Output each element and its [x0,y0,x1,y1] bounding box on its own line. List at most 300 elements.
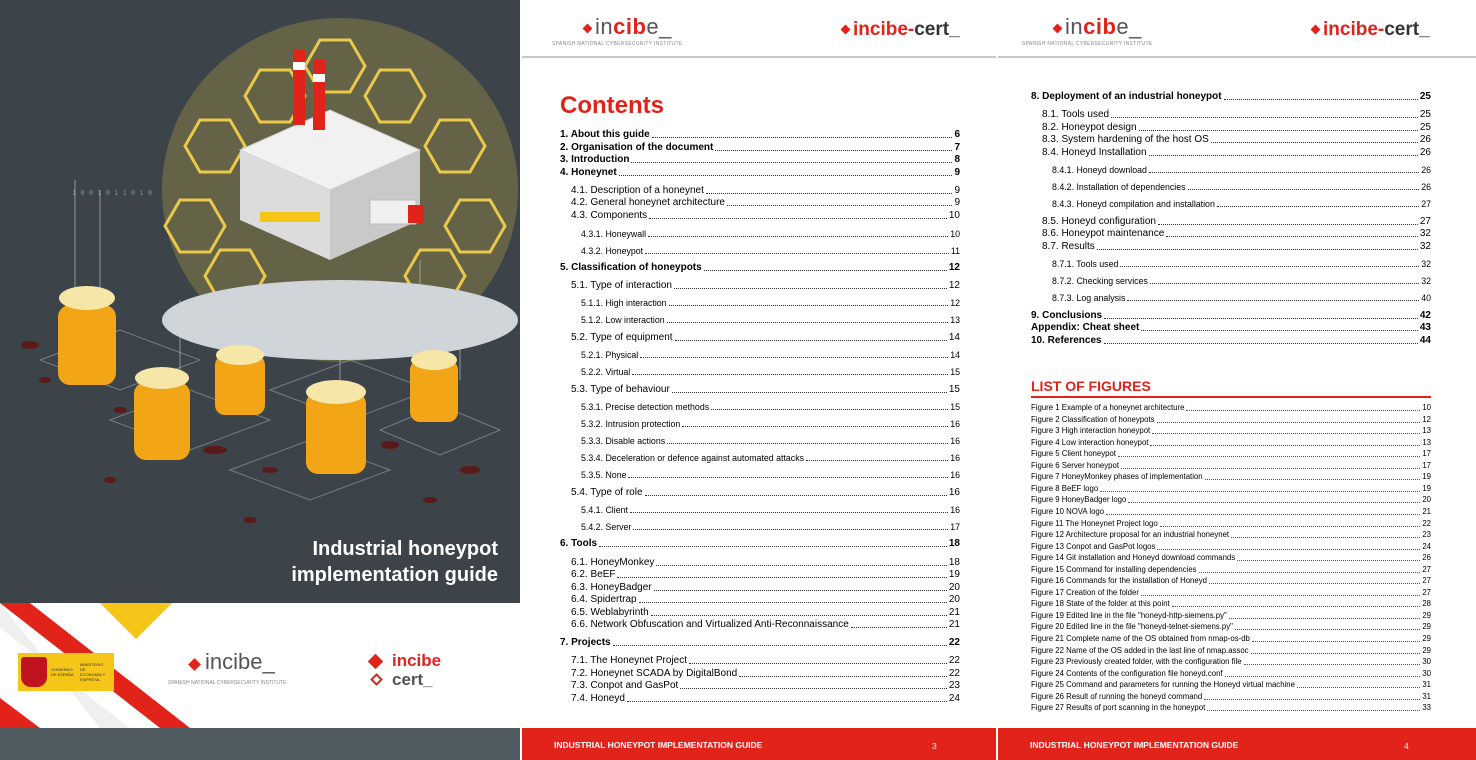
incibe-logo-subtitle: SPANISH NATIONAL CYBERSECURITY INSTITUTE [1022,41,1153,47]
figure-entry-label: Figure 4 Low interaction honeypot [1031,437,1149,447]
toc-entry-label: 8.7.3. Log analysis [1052,293,1126,303]
toc-entry-page: 16 [950,470,960,480]
toc-leader-dots [1211,142,1418,143]
figure-entry-label: Figure 5 Client honeypot [1031,449,1116,459]
cert-logo-dark: cert_ [1384,19,1430,40]
toc-entry-label: 5.3.1. Precise detection methods [581,402,710,412]
toc-entry-label: 6.3. HoneyBadger [571,582,652,593]
figure-entry[interactable] [1031,657,1431,667]
figure-entry[interactable] [1031,634,1431,644]
figure-entry-label: Figure 13 Conpot and GasPot logos [1031,541,1156,551]
figure-leader-dots [1209,583,1420,584]
toc-entry[interactable] [560,262,960,274]
incibe-logo [584,14,672,40]
toc-entry[interactable] [581,245,960,257]
toc-entry[interactable] [1042,228,1431,240]
toc-entry-page: 11 [950,246,960,256]
page-number: 3 [932,741,937,751]
toc-entry-label: 8.7.2. Checking services [1052,276,1148,286]
toc-entry-page: 25 [1419,91,1431,102]
figure-entry-label: Figure 18 State of the folder at this point [1031,599,1170,609]
toc-entry[interactable] [571,487,960,499]
spain-government-logo [18,653,114,691]
toc-entry-page: 16 [950,453,960,463]
toc-entry-page: 22 [948,668,960,679]
list-of-figures-title: LIST OF FIGURES [1031,378,1151,394]
toc-entry-page: 16 [950,419,960,429]
figure-leader-dots [1141,595,1420,596]
toc-entry-page: 6 [954,129,960,140]
toc-leader-dots [1097,249,1418,250]
toc-entry[interactable] [581,418,960,430]
cert-logo-bottom: cert_ [392,670,433,689]
toc-leader-dots [656,565,946,566]
figure-entry[interactable] [1031,461,1431,471]
figure-entry-page: 30 [1422,668,1431,678]
toc-entry-page: 15 [948,384,960,395]
toc-leader-dots [674,288,947,289]
figure-entry-label: Figure 19 Edited line in the file "honeyd-http-siemens.py" [1031,610,1227,620]
figure-entry-page: 12 [1422,414,1431,424]
toc-entry[interactable] [581,401,960,413]
toc-entry[interactable] [1031,322,1431,334]
toc-entry-page: 15 [950,402,960,412]
cover-illustration [0,0,520,603]
incibe-logo-pre: in [1065,14,1084,39]
figure-entry[interactable] [1031,542,1431,552]
toc-entry[interactable] [571,557,960,569]
figure-entry-page: 20 [1422,495,1431,505]
toc-entry-label: 7.3. Conpot and GasPot [571,680,679,691]
toc-entry[interactable] [1042,216,1431,228]
toc-entry[interactable] [571,655,960,667]
toc-entry-page: 9 [954,167,960,178]
toc-entry-page: 18 [948,557,960,568]
toc-entry-page: 8 [954,154,960,165]
honeypot-illustration [0,0,520,603]
toc-entry-label: 5.3.4. Deceleration or defence against automated attacks [581,453,804,463]
toc-entry[interactable] [1052,181,1431,193]
page-number: 4 [1404,741,1409,751]
toc-entry-page: 20 [948,582,960,593]
figure-leader-dots [1118,456,1420,457]
toc-entry[interactable] [581,435,960,447]
figure-entry-label: Figure 10 NOVA logo [1031,506,1105,516]
toc-leader-dots [727,205,952,206]
figure-entry[interactable] [1031,472,1431,482]
figure-entry-page: 31 [1422,691,1431,701]
toc-leader-dots [1139,130,1418,131]
toc-leader-dots [631,162,952,163]
toc-entry-label: 9. Conclusions [1031,310,1103,321]
toc-entry-page: 32 [1421,259,1431,269]
toc-entry-page: 25 [1419,109,1431,120]
toc-leader-dots [1224,99,1418,100]
figure-entry-page: 24 [1422,541,1431,551]
toc-entry[interactable] [1042,147,1431,159]
toc-entry-page: 25 [1419,122,1431,133]
toc-leader-dots [682,426,948,427]
toc-leader-dots [1149,172,1419,173]
toc-leader-dots [1217,206,1419,207]
figure-entry[interactable] [1031,449,1431,459]
figure-entry[interactable] [1031,703,1431,713]
toc-entry[interactable] [571,280,960,292]
toc-entry-label: 8. Deployment of an industrial honeypot [1031,91,1222,102]
cert-logo-top: incibe [392,651,442,670]
toc-entry-label: 5.2. Type of equipment [571,332,673,343]
figure-leader-dots [1231,537,1420,538]
toc-entry[interactable] [571,185,960,197]
toc-entry[interactable] [581,469,960,481]
contents-page-4 [998,0,1476,760]
toc-entry[interactable] [571,210,960,222]
toc-leader-dots [645,495,947,496]
toc-entry-label: 5.4.1. Client [581,505,628,515]
toc-leader-dots [1158,224,1418,225]
toc-entry[interactable] [560,154,960,166]
toc-entry-page: 20 [948,594,960,605]
figure-entry-label: Figure 9 HoneyBadger logo [1031,495,1127,505]
figure-leader-dots [1225,676,1421,677]
page-footer [522,728,996,760]
toc-leader-dots [648,236,948,237]
figure-leader-dots [1204,699,1420,700]
cert-logo-red: incibe- [1323,19,1385,40]
toc-entry-label: 5.4. Type of role [571,487,643,498]
figure-entry[interactable] [1031,646,1431,656]
toc-entry-label: 6.4. Spidertrap [571,594,637,605]
toc-entry[interactable] [1042,109,1431,121]
figure-entry-label: Figure 7 HoneyMonkey phases of implementation [1031,472,1203,482]
figure-leader-dots [1100,491,1420,492]
figure-leader-dots [1157,549,1420,550]
figure-entry[interactable] [1031,438,1431,448]
toc-entry-page: 14 [948,332,960,343]
figure-entry[interactable] [1031,680,1431,690]
incibe-logo-post: e_ [1116,14,1142,39]
toc-entry-label: 5.3.2. Intrusion protection [581,419,681,429]
toc-leader-dots [599,546,947,547]
figure-leader-dots [1205,479,1421,480]
figure-leader-dots [1150,445,1420,446]
toc-leader-dots [704,270,947,271]
toc-entry-label: 5.4.2. Server [581,522,632,532]
toc-leader-dots [1141,330,1418,331]
toc-entry[interactable] [1042,134,1431,146]
toc-entry[interactable] [560,142,960,154]
figure-entry[interactable] [1031,622,1431,632]
figure-entry-label: Figure 12 Architecture proposal for an industrial honeynet [1031,530,1230,540]
figure-entry-page: 27 [1422,564,1431,574]
incibe-cover-logo-text: incibe_ [205,649,275,674]
toc-entry-page: 12 [948,280,960,291]
incibe-cover-logo [168,649,287,686]
figure-entry[interactable] [1031,669,1431,679]
figure-entry[interactable] [1031,588,1431,598]
toc-entry[interactable] [571,668,960,680]
figure-entry-label: Figure 27 Results of port scanning in the honeypot [1031,703,1206,713]
cover-title-line-1: Industrial honeypot [312,538,498,560]
toc-entry-label: 7. Projects [560,637,611,648]
toc-leader-dots [1111,117,1418,118]
toc-entry-label: 8.6. Honeypot maintenance [1042,228,1165,239]
figure-entry-page: 23 [1422,530,1431,540]
figure-entry-label: Figure 23 Previously created folder, with the configuration file [1031,657,1242,667]
figure-entry-label: Figure 26 Result of running the honeyd command [1031,691,1203,701]
toc-entry[interactable] [571,332,960,344]
toc-entry-label: 8.4.2. Installation of dependencies [1052,182,1186,192]
cover-footer-bar [0,728,520,760]
toc-entry[interactable] [571,693,960,705]
figure-leader-dots [1237,560,1420,561]
figure-entry[interactable] [1031,519,1431,529]
figure-entry-page: 29 [1422,622,1431,632]
toc-leader-dots [739,676,947,677]
figure-leader-dots [1121,468,1420,469]
toc-leader-dots [680,688,947,689]
toc-entry[interactable] [571,594,960,606]
toc-leader-dots [1120,266,1419,267]
toc-entry[interactable] [571,619,960,631]
toc-entry-label: 4.3. Components [571,210,648,221]
incibe-logo-subtitle: SPANISH NATIONAL CYBERSECURITY INSTITUTE [552,41,683,47]
toc-leader-dots [1104,318,1418,319]
figure-entry[interactable] [1031,484,1431,494]
toc-entry-page: 23 [948,680,960,691]
toc-entry[interactable] [560,538,960,550]
toc-leader-dots [667,443,948,444]
toc-entry[interactable] [1052,292,1431,304]
toc-leader-dots [639,602,947,603]
toc-entry-page: 15 [950,367,960,377]
toc-entry[interactable] [571,607,960,619]
toc-entry-label: Appendix: Cheat sheet [1031,322,1140,333]
figure-entry-page: 27 [1422,576,1431,586]
figure-entry-page: 26 [1422,553,1431,563]
incibe-cover-subtitle: SPANISH NATIONAL CYBERSECURITY INSTITUTE [168,680,287,686]
gov-text-1: GOBIERNO DE ESPAÑA [51,667,74,677]
toc-leader-dots [613,645,947,646]
figure-entry[interactable] [1031,495,1431,505]
toc-entry[interactable] [1042,122,1431,134]
figure-leader-dots [1199,572,1421,573]
toc-entry[interactable] [1031,335,1431,347]
toc-entry[interactable] [581,366,960,378]
figure-entry-label: Figure 17 Creation of the folder [1031,587,1139,597]
toc-entry-page: 22 [948,637,960,648]
toc-leader-dots [1188,189,1420,190]
toc-entry-page: 26 [1419,147,1431,158]
toc-entry-page: 9 [954,185,960,196]
toc-leader-dots [640,357,948,358]
figure-leader-dots [1157,422,1421,423]
toc-entry[interactable] [581,349,960,361]
toc-leader-dots [851,627,947,628]
toc-entry-page: 9 [954,197,960,208]
toc-entry-label: 8.2. Honeypot design [1042,122,1137,133]
toc-entry[interactable] [1052,275,1431,287]
toc-entry-page: 12 [950,298,960,308]
figure-entry[interactable] [1031,565,1431,575]
figure-leader-dots [1235,629,1420,630]
figure-entry[interactable] [1031,692,1431,702]
figure-entry[interactable] [1031,507,1431,517]
toc-entry-label: 8.4.3. Honeyd compilation and installation [1052,199,1215,209]
toc-entry-label: 4.3.1. Honeywall [581,229,647,239]
figure-entry[interactable] [1031,415,1431,425]
figure-entry[interactable] [1031,426,1431,436]
toc-entry-label: 8.7. Results [1042,241,1095,252]
toc-leader-dots [1104,343,1418,344]
toc-entry-label: 7.1. The Honeynet Project [571,655,687,666]
toc-entry-page: 12 [948,262,960,273]
figure-entry-label: Figure 25 Command and parameters for running the Honeyd virtual machine [1031,680,1295,690]
toc-entry-page: 26 [1421,182,1431,192]
toc-entry[interactable] [571,582,960,594]
toc-entry[interactable] [571,680,960,692]
toc-entry-page: 32 [1419,228,1431,239]
figure-leader-dots [1106,514,1420,515]
incibe-logo-bold: cib [1083,14,1117,39]
incibe-logo [1054,14,1142,40]
toc-entry-label: 6.1. HoneyMonkey [571,557,655,568]
figure-entry-page: 17 [1422,460,1431,470]
toc-entry-page: 21 [948,619,960,630]
toc-entry-page: 16 [950,436,960,446]
toc-entry-page: 10 [948,210,960,221]
toc-entry-page: 7 [954,142,960,153]
toc-entry[interactable] [571,197,960,209]
dome-base [162,280,518,360]
toc-entry[interactable] [1042,241,1431,253]
toc-entry-label: 5.3. Type of behaviour [571,384,670,395]
figure-entry-label: Figure 11 The Honeynet Project logo [1031,518,1158,528]
toc-leader-dots [1166,236,1418,237]
figure-leader-dots [1297,687,1420,688]
toc-leader-dots [654,590,947,591]
toc-leader-dots [675,340,947,341]
figure-entry-label: Figure 16 Commands for the installation of Honeyd [1031,576,1207,586]
toc-entry[interactable] [560,129,960,141]
figure-entry[interactable] [1031,599,1431,609]
toc-entry-label: 4.1. Description of a honeynet [571,185,704,196]
toc-leader-dots [669,305,949,306]
toc-entry[interactable] [581,521,960,533]
figure-entry-page: 29 [1422,645,1431,655]
toc-entry[interactable] [571,569,960,581]
toc-entry-label: 6.2. BeEF [571,569,616,580]
figure-entry-page: 19 [1422,483,1431,493]
figure-entry[interactable] [1031,576,1431,586]
toc-entry[interactable] [581,452,960,464]
figure-entry-page: 10 [1422,403,1431,412]
toc-entry[interactable] [1052,258,1431,270]
toc-entry-page: 18 [948,538,960,549]
figure-leader-dots [1160,526,1421,527]
toc-leader-dots [619,175,953,176]
toc-leader-dots [649,218,947,219]
toc-entry[interactable] [1031,310,1431,322]
cert-diamond-icon [1311,25,1321,35]
page-footer [998,728,1476,760]
gov-text-2: MINISTERIO DE ECONOMÍA Y EMPRESA [80,662,106,682]
toc-entry-label: 8.4. Honeyd Installation [1042,147,1147,158]
figure-entry-label: Figure 3 High interaction honeypot [1031,426,1151,436]
toc-entry-label: 10. References [1031,335,1102,346]
toc-entry[interactable] [571,384,960,396]
toc-entry-page: 10 [950,229,960,239]
figure-entry-page: 27 [1422,587,1431,597]
footer-title: INDUSTRIAL HONEYPOT IMPLEMENTATION GUIDE [1030,740,1239,750]
toc-leader-dots [1127,300,1419,301]
toc-entry[interactable] [1052,164,1431,176]
figure-leader-dots [1251,653,1421,654]
toc-entry-page: 16 [948,487,960,498]
toc-entry-label: 5.3.5. None [581,470,627,480]
toc-entry-label: 2. Organisation of the document [560,142,714,153]
toc-entry-page: 26 [1421,165,1431,175]
figure-entry-label: Figure 2 Classification of honeypots [1031,414,1155,424]
incibe-logo-bold: cib [613,14,647,39]
toc-entry-label: 6. Tools [560,538,598,549]
figure-entry-page: 30 [1422,657,1431,667]
incibe-diamond-icon [583,23,593,33]
toc-entry[interactable] [560,167,960,179]
incibe-diamond-icon [188,658,201,671]
toc-entry[interactable] [560,637,960,649]
toc-entry[interactable] [1052,198,1431,210]
footer-title: INDUSTRIAL HONEYPOT IMPLEMENTATION GUIDE [554,740,763,750]
figure-entry[interactable] [1031,530,1431,540]
toc-entry-page: 21 [948,607,960,618]
toc-entry[interactable] [581,504,960,516]
figure-entry-page: 13 [1422,426,1431,436]
toc-entry-label: 4.3.2. Honeypot [581,246,644,256]
toc-entry-label: 8.3. System hardening of the host OS [1042,134,1209,145]
toc-entry[interactable] [581,314,960,326]
page-header [998,0,1476,58]
toc-entry-label: 6.5. Weblabyrinth [571,607,649,618]
page-header [522,0,996,58]
toc-entry-label: 5.2.1. Physical [581,350,639,360]
figure-leader-dots [1186,410,1420,411]
toc-entry-page: 32 [1419,241,1431,252]
toc-leader-dots [706,193,953,194]
incibe-cert-logo [842,19,960,41]
toc-leader-dots [633,529,948,530]
binary-code-decoration: 1 0 0 1 0 1 1 0 1 0 [72,189,153,197]
toc-entry-label: 5.2.2. Virtual [581,367,631,377]
toc-entry[interactable] [581,228,960,240]
cert-diamond-icon [841,25,851,35]
cover-title-line-2: implementation guide [291,564,498,586]
figure-entry[interactable] [1031,403,1431,413]
toc-entry-label: 4.2. General honeynet architecture [571,197,725,208]
toc-entry-page: 32 [1421,276,1431,286]
cover-logos-area [0,603,520,728]
figure-leader-dots [1128,502,1420,503]
toc-leader-dots [1150,283,1419,284]
toc-entry-page: 24 [948,693,960,704]
toc-entry-label: 1. About this guide [560,129,650,140]
figure-entry[interactable] [1031,553,1431,563]
toc-entry[interactable] [1031,91,1431,103]
toc-entry[interactable] [581,297,960,309]
toc-leader-dots [645,253,949,254]
figure-entry[interactable] [1031,611,1431,621]
figure-entry-page: 29 [1422,610,1431,620]
